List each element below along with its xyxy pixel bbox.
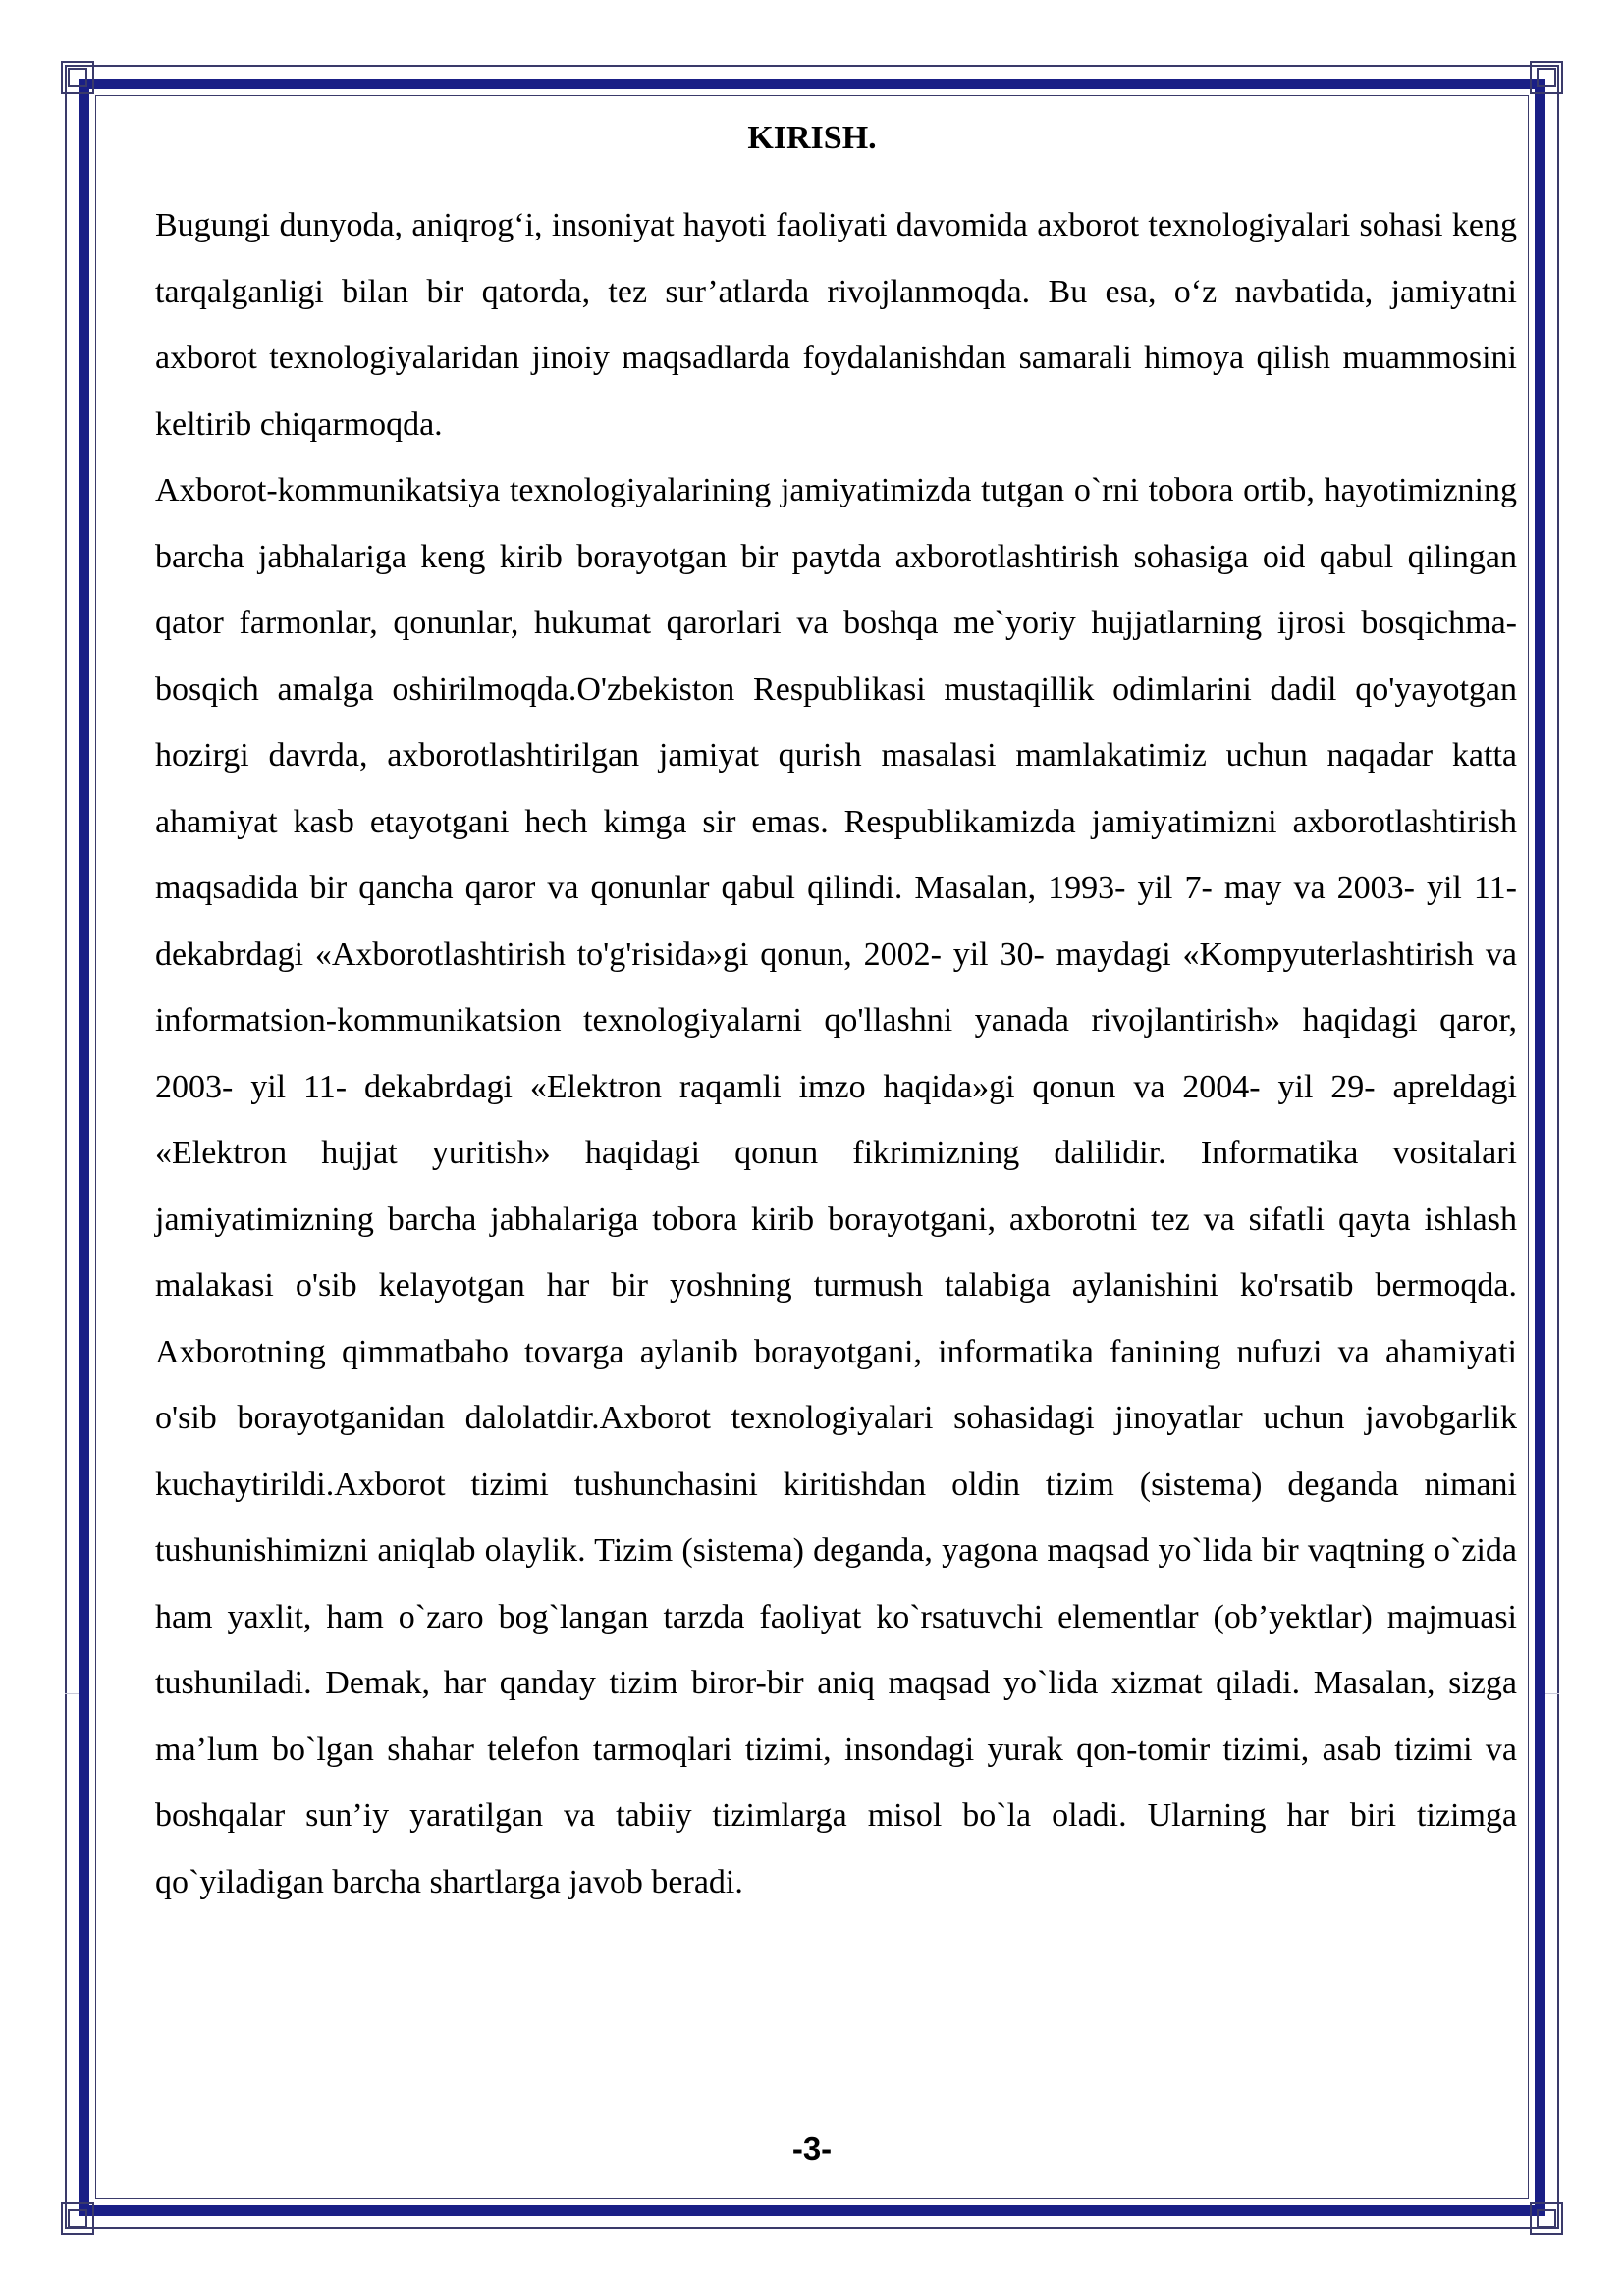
frame-side-tick-right xyxy=(1545,1693,1559,1694)
paragraph-main: Axborot-kommunikatsiya texnologiyalarining jamiyatimizda tutgan o`rni tobora ortib, hayotimizning barcha jabhalariga keng kirib borayotgan bir paytda axborotlashtirish sohasiga oid qabul qilingan qator farmonlar, qonunlar, hukumat qarorlari va boshqa me`yoriy hujjatlarning ijrosi bosqichma-bosqich amalga oshirilmoqda.O'zbekiston Respublikasi mustaqillik odimlarini dadil qo'yayotgan hozirgi davrda, axborotlashtirilgan jamiyat qurish masalasi mamlakatimiz uchun naqadar katta ahamiyat kasb etayotgani hech kimga sir emas. Respublikamizda jamiyatimizni axborotlashtirish maqsadida bir qancha qaror va qonunlar qabul qilindi. Masalan, 1993- yil 7- may va 2003- yil 11- dekabrdagi «Axborotlashtirish to'g'risida»gi qonun, 2002- yil 30- maydagi «Kompyuterlashtirish va informatsion-kommunikatsion texnologiyalarni qo'llashni yanada rivojlantirish» haqidagi qaror, 2003- yil 11- dekabrdagi «Elektron raqamli imzo haqida»gi qonun va 2004- yil 29- apreldagi «Elektron hujjat yuritish» haqidagi qonun fikrimizning dalilidir. Informatika vositalari jamiyatimizning barcha jabhalariga tobora kirib borayotgani, axborotni tez va sifatli qayta ishlash malakasi o'sib kelayotgan har bir yoshning turmush talabiga aylanishini ko'rsatib bermoqda. Axborotning qimmatbaho tovarga aylanib borayotgani, informatika fanining nufuzi va ahamiyati o'sib borayotganidan dalolatdir.Axborot texnologiyalari sohasidagi jinoyatlar uchun javobgarlik kuchaytirildi.Axborot tizimi tushunchasini kiritishdan oldin tizim (sistema) deganda nimani tushunishimizni aniqlab olaylik. Tizim (sistema) deganda, yagona maqsad yo`lida bir vaqtning o`zida ham yaxlit, ham o`zaro bog`langan tarzda faoliyat ko`rsatuvchi elementlar (ob’yektlar) majmuasi tushuniladi. Demak, har qanday tizim biror-bir aniq maqsad yo`lida xizmat qiladi. Masalan, sizga ma’lum bo`lgan shahar telefon tarmoqlari tizimi, insondagi yurak qon-tomir tizimi, asab tizimi va boshqalar sun’iy yaratilgan va tabiiy tizimlarga misol bo`la oladi. Ularning har biri tizimga qo`yiladigan barcha shartlarga javob beradi. xyxy=(155,472,1517,1900)
page-number: -3- xyxy=(791,2130,833,2166)
frame-corner-ornament-top-right xyxy=(1530,61,1563,94)
paragraph-intro: Bugungi dunyoda, aniqrog‘i, insoniyat hayoti faoliyati davomida axborot texnologiyalari sohasi keng tarqalganligi bilan bir qatorda, tez sur’atlarda rivojlanmoqda. Bu esa, o‘z navbatida, jamiyatni axborot texnologiyalaridan jinoiy maqsadlarda foydalanishdan samarali himoya qilish muammosini keltirib chiqarmoqda. xyxy=(155,207,1517,443)
frame-corner-ornament-bottom-left xyxy=(61,2202,94,2235)
page-title: KIRISH. xyxy=(747,120,877,156)
document-body xyxy=(155,192,1517,1915)
frame-side-tick-left xyxy=(65,1693,79,1694)
frame-corner-ornament-bottom-right xyxy=(1530,2202,1563,2235)
frame-corner-ornament-top-left xyxy=(61,61,94,94)
